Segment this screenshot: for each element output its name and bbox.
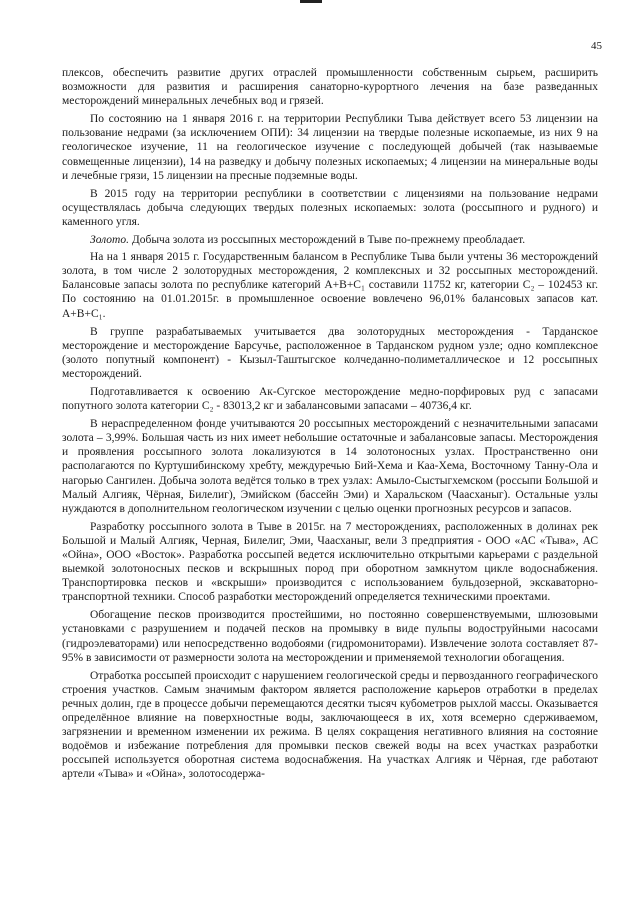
paragraph-environmental-impact: Отработка россыпей происходит с нарушением геологической среды и первозданного географического строения участков. Самым значимым фактором является расположение карьеров отработки в пределах речных долин, где в процессе добычи перемещаются десятки тысяч кубометров рыхлой массы. Оказывается определённое влияние на поверхностные воды, заключающееся в их, хотя всемерно сдерживаемом, загрязнении и временном изменении их режима. В целях сокращения негативного влияния на состояние водоёмов и избежание потребления для промывки песков свежей воды на всех участках разработки россыпей используется оборотная система водоснабжения. На участках Алгияк и Чёрная, где работают артели «Тыва» и «Ойна», золотосодержа- bbox=[62, 669, 598, 781]
scan-mark bbox=[300, 0, 322, 3]
paragraph-placer-development: Разработку россыпного золота в Тыве в 2015г. на 7 месторождениях, расположенных в долинах рек Большой и Малый Алгияк, Черная, Билелиг, Эми, Чаасханыг, вели 3 предприятия - ООО «АС «Тыва», АС «Ойна», ООО «Восток». Разработка россыпей ведется исключительно открытыми карьерами с раздельной выемкой золотоносных песков и вскрышных пород при оборотном замкнутом цикле водоснабжения. Транспортировка песков и «вскрыши» производится с использованием бульдозерной, экскаваторно-транспортной техники. Способ разработки месторождений определяется техническими проектами. bbox=[62, 520, 598, 604]
gold-heading: Золото. bbox=[90, 234, 129, 247]
page-body bbox=[62, 66, 598, 786]
paragraph-gold-intro bbox=[62, 233, 598, 247]
paragraph-ak-sug: Подготавливается к освоению Ак-Сугское месторождение медно-порфировых руд с запасами попутного золота категории С₂ - 83013,2 кг и забалансовыми запасами – 40736,4 кг. bbox=[62, 385, 598, 413]
paragraph-gold-balance: На на 1 января 2015 г. Государственным балансом в Республике Тыва были учтены 36 месторождений золота, в том числе 2 золоторудных месторождения, 2 комплексных и 32 россыпных месторождений. Балансовые запасы золота по республике категорий А+В+С₁ составили 11752 кг, категории С₂ – 102453 кг. По состоянию на 01.01.2015г. в промышленное освоение вовлечено 96,01% балансовых запасов кат. А+В+С₁. bbox=[62, 251, 598, 320]
paragraph-continuation: плексов, обеспечить развитие других отраслей промышленности собственным сырьем, расширить возможности для развития и расширения санаторно-курортного лечения на базе разведанных месторождений минеральных лечебных вод и грязей. bbox=[62, 67, 598, 108]
paragraph-sand-enrichment: Обогащение песков производится простейшими, но постоянно совершенствуемыми, шлюзовыми установками с разрушением и подачей песков на промывку в виде пульпы водоструйными насосами (гидроэлеваторами) или непосредственно водобоями (гидромониторами). Извлечение золота составляет 87-95% в зависимости от размерности золота на месторождении и применяемой технологии обогащения. bbox=[62, 609, 598, 664]
gold-intro-text: Добыча золота из россыпных месторождений в Тыве по-прежнему преобладает. bbox=[129, 234, 526, 247]
paragraph-mining-2015: В 2015 году на территории республики в соответствии с лицензиями на пользование недрами осуществлялась добыча следующих твердых полезных ископаемых: золота (россыпного и рудного) и каменного угля. bbox=[62, 187, 598, 228]
paragraph-developed-deposits: В группе разрабатываемых учитывается два золоторудных месторождения - Тарданское месторождение и месторождение Барсучье, расположенное в Тарданском рудном узле; одно комплексное (золото попутный компонент) - Кызыл-Таштыгское колчеданно-полиметаллическое и 12 россыпных месторождений. bbox=[62, 325, 598, 380]
paragraph-unallocated-fund: В нераспределенном фонде учитываются 20 россыпных месторождений с незначительными запасами золота – 3,99%. Большая часть из них имеет небольшие остаточные и забалансовые запасы. Месторождения и проявления россыпного золота локализуются в 14 золотоносных узлах. Пространственно они располагаются по Куртушибинскому хребту, междуречью Бий-Хема и Каа-Хема, Восточному Танну-Ола и нагорью Сангилен. Добыча золота ведётся только в трех узлах: Амыло-Сыстыгхемском (россыпи Большой и Малый Алгияк, Чёрная, Билелиг), Эмийском (бассейн Эми) и Харальском (Чаасханыг). Остальные узлы нуждаются в дополнительном геологическом изучении с целью оценки прогнозных ресурсов и запасов. bbox=[62, 418, 598, 515]
paragraph-licenses: По состоянию на 1 января 2016 г. на территории Республики Тыва действует всего 53 лицензии на пользование недрами (за исключением ОПИ): 34 лицензии на твердые полезные ископаемые, из них 9 на геологическое изучение, 11 на геологическое изучение с последующей добычей (так называемые совмещенные лицензии), 14 на разведку и добычу полезных ископаемых; 4 лицензии на минеральные воды и лечебные грязи, 15 лицензии на пресные подземные воды. bbox=[62, 113, 598, 182]
page-number: 45 bbox=[591, 40, 602, 52]
